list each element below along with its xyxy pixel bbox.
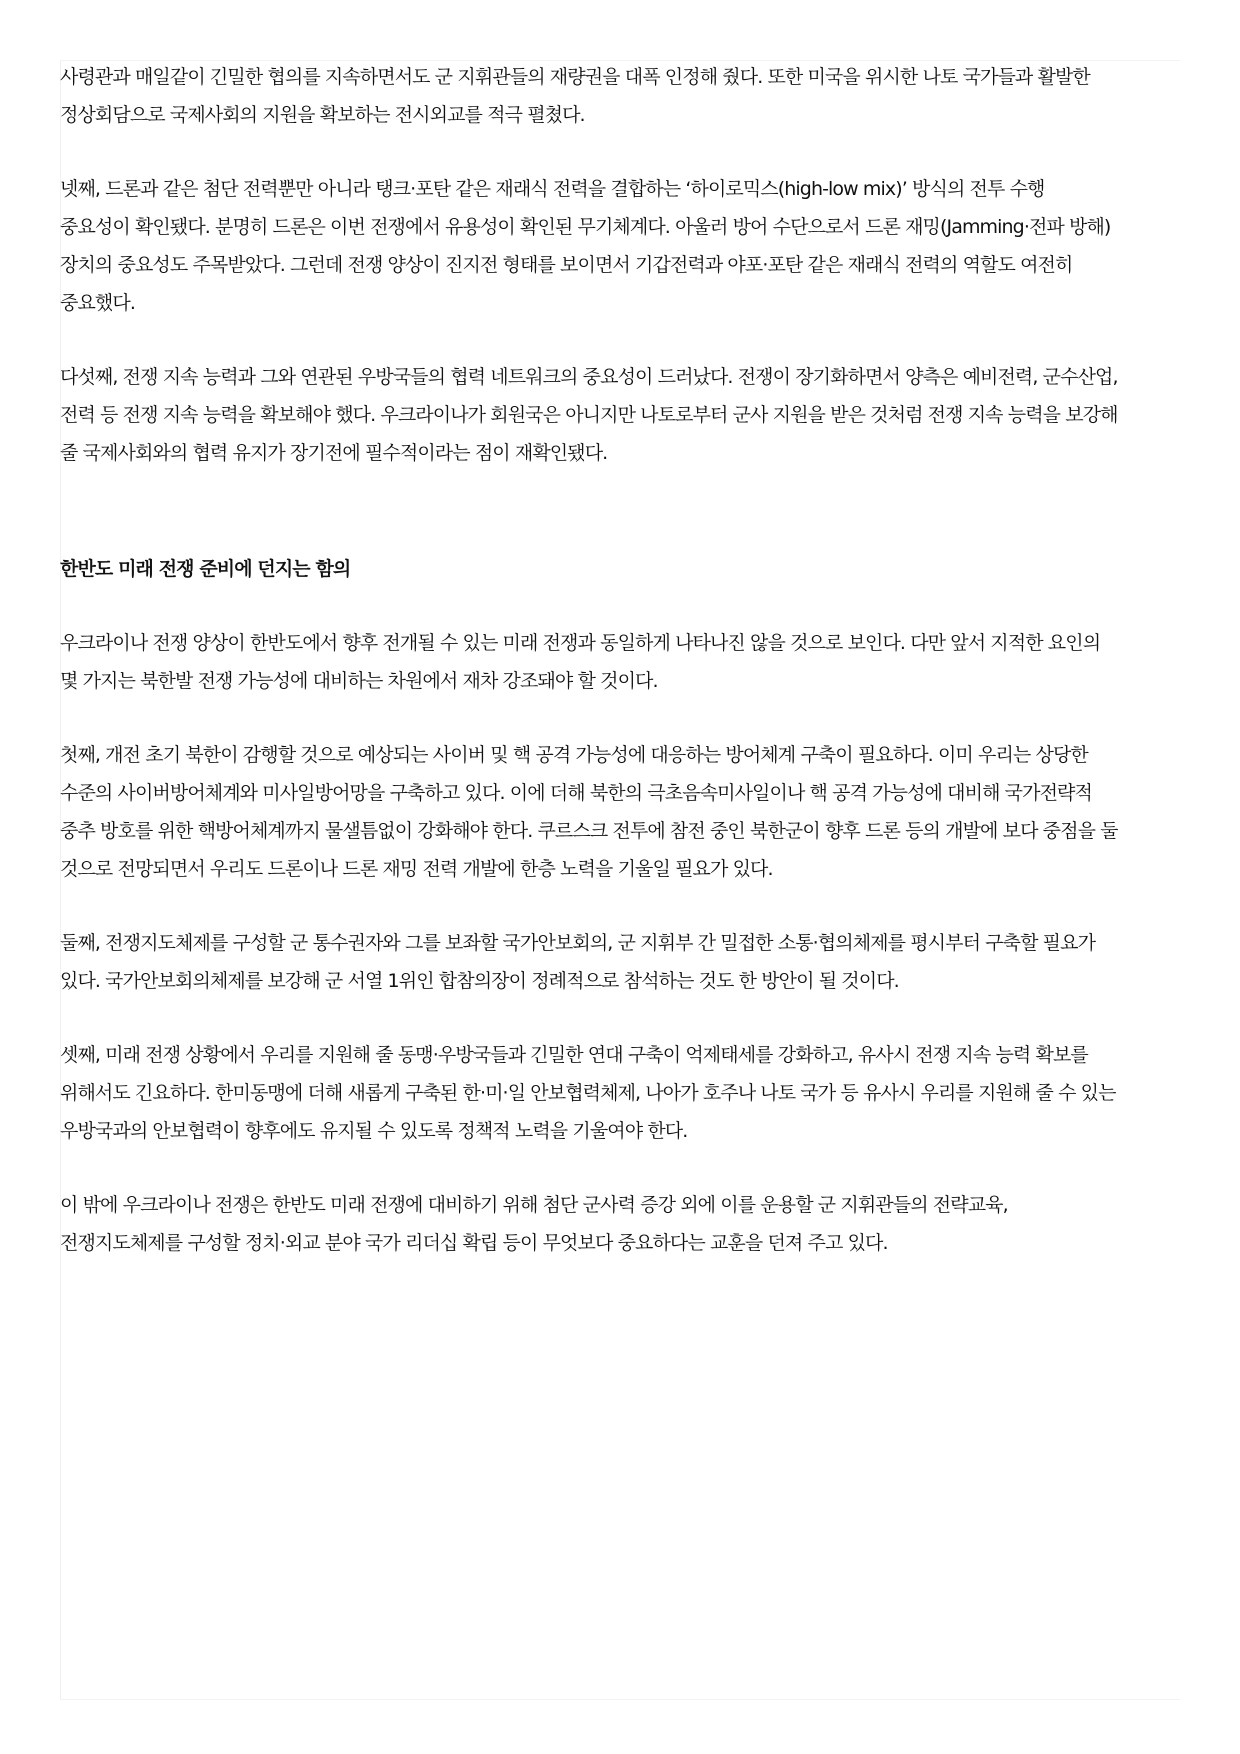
- paragraph-fourth-high-low-mix: 넷째, 드론과 같은 첨단 전력뿐만 아니라 탱크·포탄 같은 재래식 전력을 결합하는 ‘하이로믹스(high-low mix)’ 방식의 전투 수행 중요성이 확인됐다. 분명히 드론은 이번 전쟁에서 유용성이 확인된 무기체계다. 아울러 방어 수단으로서 드론 재밍(Jamming·전파 방해) 장치의 중요성도 주목받았다. 그런데 전쟁 양상이 진지전 형태를 보이면서 기갑전력과 야포·포탄 같은 재래식 전력의 역할도 여전히 중요했다.: [60, 178, 1111, 314]
- paragraph-second-command: 둘째, 전쟁지도체제를 구성할 군 통수권자와 그를 보좌할 국가안보회의, 군 지휘부 간 밀접한 소통·협의체제를 평시부터 구축할 필요가 있다. 국가안보회의체제를 보강해 군 서열 1위인 합참의장이 정례적으로 참석하는 것도 한 방안이 될 것이다.: [60, 932, 1096, 992]
- paragraph-first-defense: 첫째, 개전 초기 북한이 감행할 것으로 예상되는 사이버 및 핵 공격 가능성에 대응하는 방어체계 구축이 필요하다. 이미 우리는 상당한 수준의 사이버방어체계와 미사일방어망을 구축하고 있다. 이에 더해 북한의 극초음속미사일이나 핵 공격 가능성에 대비해 국가전략적 중추 방호를 위한 핵방어체계까지 물샐틈없이 강화해야 한다. 쿠르스크 전투에 참전 중인 북한군이 향후 드론 등의 개발에 보다 중점을 둘 것으로 전망되면서 우리도 드론이나 드론 재밍 전력 개발에 한층 노력을 기울일 필요가 있다.: [60, 744, 1118, 880]
- paragraph-intro-implications: 우크라이나 전쟁 양상이 한반도에서 향후 전개될 수 있는 미래 전쟁과 동일하게 나타나진 않을 것으로 보인다. 다만 앞서 지적한 요인의 몇 가지는 북한발 전쟁 가능성에 대비하는 차원에서 재차 강조돼야 할 것이다.: [60, 632, 1101, 692]
- paragraph-conclusion: 이 밖에 우크라이나 전쟁은 한반도 미래 전쟁에 대비하기 위해 첨단 군사력 증강 외에 이를 운용할 군 지휘관들의 전략교육, 전쟁지도체제를 구성할 정치·외교 분야 국가 리더십 확립 등이 무엇보다 중요하다는 교훈을 던져 주고 있다.: [60, 1194, 1008, 1254]
- paragraph-diplomacy: 사령관과 매일같이 긴밀한 협의를 지속하면서도 군 지휘관들의 재량권을 대폭 인정해 줬다. 또한 미국을 위시한 나토 국가들과 활발한 정상회담으로 국제사회의 지원을 확보하는 전시외교를 적극 펼쳤다.: [60, 66, 1090, 126]
- paragraph-fifth-sustainment: 다섯째, 전쟁 지속 능력과 그와 연관된 우방국들의 협력 네트워크의 중요성이 드러났다. 전쟁이 장기화하면서 양측은 예비전력, 군수산업, 전력 등 전쟁 지속 능력을 확보해야 했다. 우크라이나가 회원국은 아니지만 나토로부터 군사 지원을 받은 것처럼 전쟁 지속 능력을 보강해 줄 국제사회와의 협력 유지가 장기전에 필수적이라는 점이 재확인됐다.: [60, 366, 1118, 464]
- section-heading: 한반도 미래 전쟁 준비에 던지는 함의: [60, 558, 351, 580]
- article-body: [60, 58, 1118, 1298]
- paragraph-third-alliances: 셋째, 미래 전쟁 상황에서 우리를 지원해 줄 동맹·우방국들과 긴밀한 연대 구축이 억제태세를 강화하고, 유사시 전쟁 지속 능력 확보를 위해서도 긴요하다. 한미동맹에 더해 새롭게 구축된 한·미·일 안보협력체제, 나아가 호주나 나토 국가 등 유사시 우리를 지원해 줄 수 있는 우방국과의 안보협력이 향후에도 유지될 수 있도록 정책적 노력을 기울여야 한다.: [60, 1044, 1116, 1142]
